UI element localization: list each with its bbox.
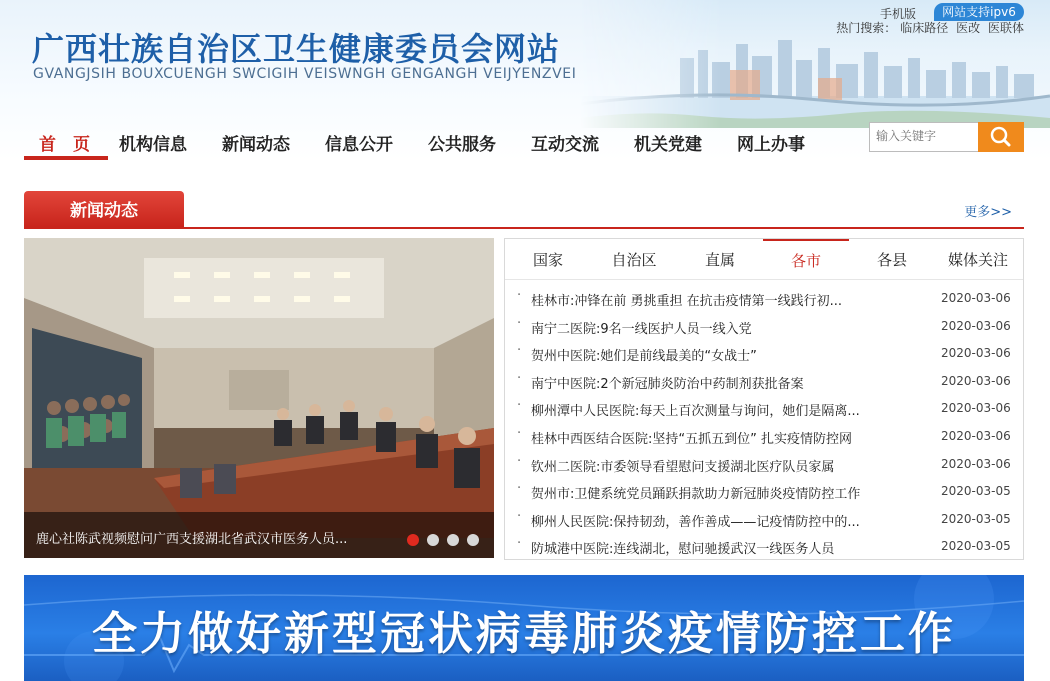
news-item[interactable]: [505, 341, 1023, 363]
news-bullet: ·: [517, 370, 522, 386]
tab-cities[interactable]: 各市: [763, 239, 849, 279]
more-news-link[interactable]: 更多>>: [964, 205, 1012, 220]
carousel-dot[interactable]: [407, 534, 419, 546]
news-item-date: 2020-03-05: [941, 539, 1011, 554]
news-bullet: ·: [517, 315, 522, 331]
tab-directly-affiliated[interactable]: 直属: [704, 251, 735, 269]
news-item[interactable]: [505, 424, 1023, 446]
news-item[interactable]: [505, 286, 1023, 308]
news-item-title[interactable]: 防城港中医院:连线湖北，慰问驰援武汉一线医务人员: [531, 542, 835, 558]
photo-caption[interactable]: 鹿心社陈武视频慰问广西支援湖北省武汉市医务人员...: [36, 532, 348, 547]
mobile-version-link[interactable]: 手机版: [880, 7, 917, 21]
news-item[interactable]: [505, 396, 1023, 418]
news-item[interactable]: [505, 314, 1023, 336]
news-bullet: ·: [517, 536, 522, 552]
nav-item-info-disclosure[interactable]: 信息公开: [325, 135, 393, 155]
news-item[interactable]: [505, 452, 1023, 474]
news-bullet: ·: [517, 398, 522, 414]
news-item-title[interactable]: 南宁中医院:2个新冠肺炎防治中药制剂获批备案: [531, 376, 804, 392]
tab-divider: [505, 279, 1023, 280]
news-item-title[interactable]: 桂林市:冲锋在前 勇挑重担 在抗击疫情第一线践行初...: [531, 294, 843, 309]
news-item-title[interactable]: 桂林中西医结合医院:坚持“五抓五到位” 扎实疫情防控网: [531, 432, 852, 447]
news-item-title[interactable]: 柳州潭中人民医院:每天上百次测量与询问，她们是隔离...: [531, 404, 860, 420]
hot-search-term[interactable]: 医改: [956, 21, 981, 35]
nav-item-home[interactable]: 首 页: [39, 135, 90, 155]
search-icon: [978, 122, 1024, 152]
news-item-date: 2020-03-06: [941, 401, 1011, 416]
site-title: 广西壮族自治区卫生健康委员会网站: [32, 30, 561, 68]
site-header: [0, 0, 1050, 160]
news-item-date: 2020-03-06: [941, 291, 1011, 305]
news-item-title[interactable]: 贺州市:卫健系统党员踊跃捐款助力新冠肺炎疫情防控工作: [531, 487, 861, 503]
tab-autonomous-region[interactable]: 自治区: [611, 251, 657, 269]
news-item[interactable]: [505, 479, 1023, 501]
news-item-title[interactable]: 钦州二医院:市委领导看望慰问支援湖北医疗队员家属: [531, 459, 835, 475]
main-nav: [24, 122, 1024, 160]
hot-search: [832, 19, 1024, 36]
banner-headline: 全力做好新型冠状病毒肺炎疫情防控工作: [91, 607, 956, 660]
site-subtitle: GVANGJSIH BOUXCUENGH SWCIGIH VEISWNGH GENGANGH VEIJYENZVEI: [33, 66, 577, 82]
news-item-title[interactable]: 柳州人民医院:保持韧劲，善作善成——记疫情防控中的...: [531, 514, 860, 530]
hot-search-term[interactable]: 临床路径: [900, 21, 949, 35]
news-section-title: 新闻动态: [24, 191, 184, 227]
carousel-dot[interactable]: [427, 534, 439, 546]
news-item[interactable]: [505, 369, 1023, 391]
news-item-date: 2020-03-06: [941, 373, 1011, 388]
news-item-date: 2020-03-06: [941, 429, 1011, 443]
nav-item-organization[interactable]: 机构信息: [119, 135, 187, 155]
news-bullet: ·: [517, 343, 522, 359]
tab-national[interactable]: 国家: [532, 251, 563, 269]
nav-item-online-services[interactable]: 网上办事: [737, 135, 805, 155]
news-item[interactable]: [505, 507, 1023, 529]
news-bullet: ·: [517, 481, 522, 497]
news-item-date: 2020-03-05: [941, 511, 1011, 526]
news-bullet: ·: [517, 453, 522, 469]
hot-search-label: 热门搜索：: [836, 21, 897, 35]
news-section-header: [24, 191, 1024, 229]
photo-caption-bar: [24, 512, 494, 558]
carousel-dot[interactable]: [467, 534, 479, 546]
search-button[interactable]: [978, 122, 1024, 152]
nav-item-news[interactable]: 新闻动态: [222, 135, 290, 155]
news-list-panel: [504, 238, 1024, 560]
news-item-title[interactable]: 贺州中医院:她们是前线最美的“女战士”: [531, 349, 757, 365]
hot-search-term[interactable]: 医联体: [987, 21, 1024, 35]
news-item-date: 2020-03-06: [941, 346, 1011, 361]
news-item-date: 2020-03-06: [941, 456, 1011, 471]
news-item-title[interactable]: 南宁二医院:9名一线医护人员一线入党: [531, 321, 752, 337]
ipv6-badge: 网站支持ipv6: [934, 3, 1024, 21]
news-item[interactable]: [505, 534, 1023, 556]
nav-active-indicator: [24, 156, 108, 160]
epidemic-prevention-banner[interactable]: [24, 575, 1024, 681]
news-bullet: ·: [517, 508, 522, 524]
carousel-dot[interactable]: [447, 534, 459, 546]
tab-counties[interactable]: 各县: [876, 251, 907, 269]
news-item-date: 2020-03-05: [941, 484, 1011, 499]
news-bullet: ·: [517, 426, 522, 441]
meeting-room-photo: [24, 238, 494, 558]
nav-item-public-service[interactable]: 公共服务: [428, 135, 496, 155]
nav-item-interaction[interactable]: 互动交流: [531, 135, 599, 155]
tab-media[interactable]: 媒体关注: [947, 251, 1008, 269]
news-bullet: ·: [517, 288, 522, 303]
news-photo-carousel[interactable]: [24, 238, 494, 558]
news-item-date: 2020-03-06: [941, 318, 1011, 333]
nav-item-party-building[interactable]: 机关党建: [634, 135, 702, 155]
